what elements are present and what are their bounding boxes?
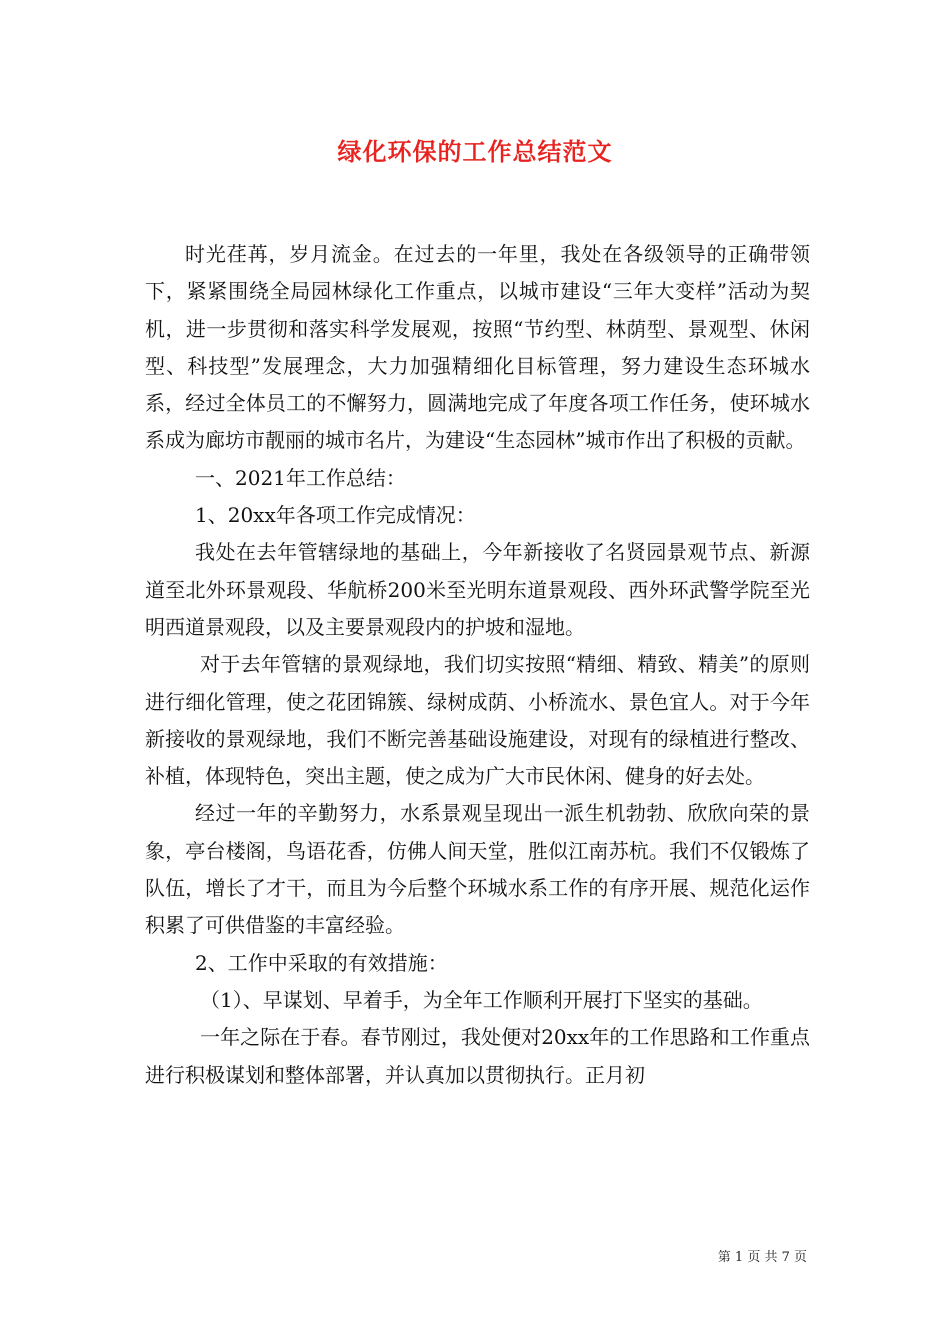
section-heading-1: 一、2021年工作总结：: [195, 465, 406, 490]
page-number: 第 1 页 共 7 页: [717, 1250, 807, 1265]
subsection-heading-1: 1、20xx年各项工作完成情况：: [195, 503, 476, 528]
paragraph-management: 对于去年管辖的景观绿地，我们切实按照“精细、精致、精美”的原则进行细化管理，使之花团锦簇、绿树成荫、小桥流水、景色宜人。对于今年新接收的景观绿地，我们不断完善基础设施建设，对现有的绿植进行整改、补植，体现特色，突出主题，使之成为广大市民休闲、健身的好去处。: [145, 652, 810, 789]
subsection-heading-2: 2、工作中采取的有效措施：: [195, 950, 448, 975]
measure-heading-1: （1）、早谋划、早着手，为全年工作顺利开展打下坚实的基础。: [200, 987, 763, 1012]
paragraph-new-areas: 我处在去年管辖绿地的基础上，今年新接收了名贤园景观节点、新源道至北外环景观段、华航桥200米至光明东道景观段、西外环武警学院至光明西道景观段，以及主要景观段内的护坡和湿地。: [145, 540, 810, 639]
paragraph-results: 经过一年的辛勤努力，水系景观呈现出一派生机勃勃、欣欣向荣的景象，亭台楼阁，鸟语花香，仿佛人间天堂，胜似江南苏杭。我们不仅锻炼了队伍，增长了才干，而且为今后整个环城水系工作的有序开展、规范化运作积累了可供借鉴的丰富经验。: [145, 801, 810, 938]
document-title: 绿化环保的工作总结范文: [337, 138, 613, 166]
document-body: [145, 236, 810, 1094]
paragraph-spring-planning: 一年之际在于春。春节刚过，我处便对20xx年的工作思路和工作重点进行积极谋划和整体部署，并认真加以贯彻执行。正月初: [145, 1025, 810, 1087]
paragraph-intro: 时光荏苒，岁月流金。在过去的一年里，我处在各级领导的正确带领下，紧紧围绕全局园林绿化工作重点，以城市建设“三年大变样”活动为契机，进一步贯彻和落实科学发展观，按照“节约型、林荫型、景观型、休闲型、科技型”发展理念，大力加强精细化目标管理，努力建设生态环城水系，经过全体员工的不懈努力，圆满地完成了年度各项工作任务，使环城水系成为廊坊市靓丽的城市名片，为建设“生态园林”城市作出了积极的贡献。: [145, 242, 810, 453]
